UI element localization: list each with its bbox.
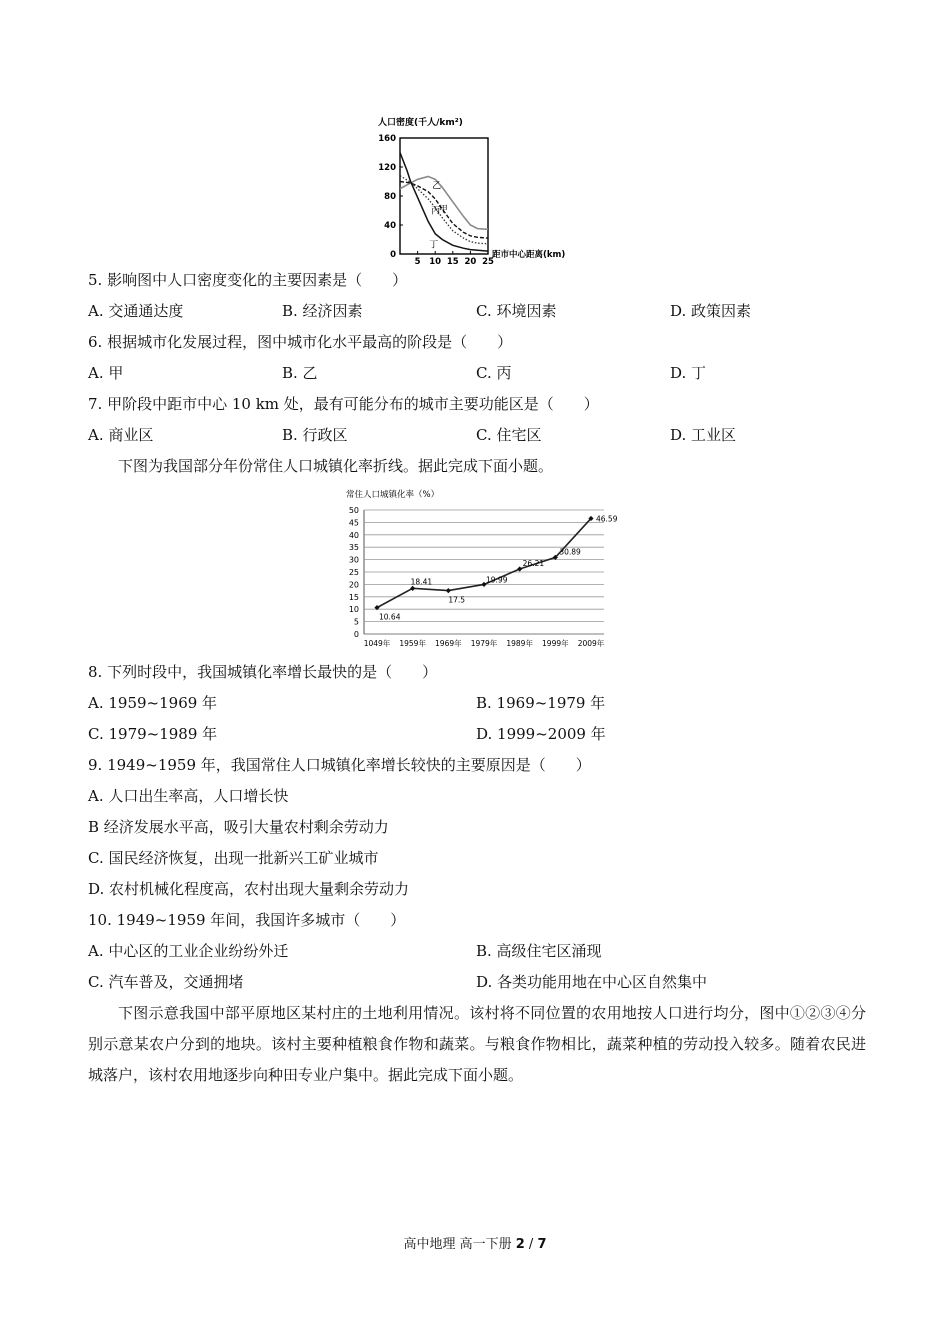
density-series-label-4: 丁 (429, 240, 439, 251)
density-series-label-3: 丙 (431, 206, 441, 217)
q7-option-d[interactable]: D. 工业区 (670, 426, 737, 444)
q6-option-c[interactable]: C. 丙 (476, 364, 512, 382)
urbanization-data-label: 10.64 (379, 612, 401, 622)
intro-paragraph-3: 下图示意我国中部平原地区某村庄的土地利用情况。该村将不同位置的农用地按人口进行均分，图中①②③④分别示意某农户分到的地块。该村主要种植粮食作物和蔬菜。与粮食作物相比，蔬菜种植的劳动投入较多。随着农民进城落户，该村农用地逐步向种田专业户集中。据此完成下面小题。 (88, 1004, 866, 1084)
urbanization-data-label: 17.5 (448, 595, 466, 605)
urbanization-data-label: 30.89 (559, 547, 581, 557)
q6-option-a[interactable]: A. 甲 (88, 364, 124, 382)
urbanization-chart (340, 486, 618, 652)
urbanization-xtick-label: 1979年 (470, 639, 498, 648)
footer-total: 7 (537, 1237, 547, 1252)
q5-option-d[interactable]: D. 政策因素 (670, 302, 752, 320)
q10-option-d[interactable]: D. 各类功能用地在中心区自然集中 (476, 973, 708, 991)
footer-page: 2 (515, 1237, 525, 1252)
q7-option-c[interactable]: C. 住宅区 (476, 426, 542, 444)
q9-option-d[interactable]: D. 农村机械化程度高，农村出现大量剩余劳动力 (88, 880, 410, 898)
density-ytick-label: 160 (378, 134, 396, 144)
urbanization-xtick-label: 1999年 (542, 639, 569, 648)
density-chart-xlabel: 距市中心距离(km) (492, 250, 566, 260)
density-chart (370, 112, 580, 267)
density-chart-ylabel: 人口密度(千人/km²) (378, 118, 463, 128)
density-ytick-label: 0 (390, 250, 396, 260)
urbanization-ytick-label: 50 (348, 506, 359, 515)
urbanization-xtick-label: 1989年 (506, 639, 533, 648)
q8-option-a[interactable]: A. 1959~1969 年 (88, 694, 218, 712)
q7-option-b[interactable]: B. 行政区 (282, 426, 348, 444)
intro-paragraph-2: 下图为我国部分年份常住人口城镇化率折线。据此完成下面小题。 (118, 457, 554, 475)
density-xtick-label: 15 (446, 257, 459, 267)
density-xtick-label: 20 (464, 257, 477, 267)
urbanization-ytick-label: 25 (348, 568, 359, 577)
urbanization-ytick-label: 20 (348, 580, 359, 590)
q9-stem: 9. 1949~1959 年，我国常住人口城镇化率增长较快的主要原因是（ ） (88, 756, 591, 774)
q8-stem: 8. 下列时段中，我国城镇化率增长最快的是（ ） (88, 663, 438, 681)
urbanization-series-line (377, 518, 591, 607)
q10-option-b[interactable]: B. 高级住宅区涌现 (476, 942, 602, 960)
urbanization-point (446, 588, 451, 593)
density-ytick-label: 40 (384, 221, 396, 231)
q5-option-c[interactable]: C. 环境因素 (476, 302, 557, 320)
urbanization-point (517, 566, 522, 571)
density-series-label-2: 乙 (432, 181, 442, 192)
q6-option-d[interactable]: D. 丁 (670, 364, 707, 382)
urbanization-ytick-label: 0 (353, 630, 359, 639)
q8-option-b[interactable]: B. 1969~1979 年 (476, 694, 606, 712)
q5-option-b[interactable]: B. 经济因素 (282, 302, 363, 320)
q10-stem: 10. 1949~1959 年间，我国许多城市（ ） (88, 911, 406, 929)
urbanization-data-label: 46.59 (596, 514, 618, 524)
q9-option-a[interactable]: A. 人口出生率高，人口增长快 (88, 787, 289, 805)
footer-title: 高中地理 高一下册 (403, 1237, 516, 1252)
q7-option-a[interactable]: A. 商业区 (88, 426, 154, 444)
urbanization-ytick-label: 10 (348, 605, 359, 615)
q6-option-b[interactable]: B. 乙 (282, 364, 318, 382)
density-ytick-label: 120 (378, 163, 396, 173)
q10-option-c[interactable]: C. 汽车普及，交通拥堵 (88, 973, 244, 991)
density-ytick-label: 80 (384, 192, 396, 202)
urbanization-data-label: 19.99 (486, 575, 508, 585)
density-series-label-1: 甲 (438, 204, 448, 215)
q10-option-a[interactable]: A. 中心区的工业企业纷纷外迁 (88, 942, 289, 960)
q9-option-c[interactable]: C. 国民经济恢复，出现一批新兴工矿业城市 (88, 849, 379, 867)
q8-option-c[interactable]: C. 1979~1989 年 (88, 725, 218, 743)
q6-stem: 6. 根据城市化发展过程，图中城市化水平最高的阶段是（ ） (88, 333, 513, 351)
q5-option-a[interactable]: A. 交通通达度 (88, 302, 184, 320)
footer-sep: / (524, 1237, 538, 1252)
density-xtick-label: 5 (414, 257, 421, 267)
page-footer (0, 1233, 950, 1252)
urbanization-xtick-label: 2009年 (577, 639, 605, 648)
density-xtick-label: 25 (482, 257, 494, 267)
q9-option-b[interactable]: B 经济发展水平高，吸引大量农村剩余劳动力 (88, 818, 389, 836)
density-xtick-label: 10 (429, 257, 442, 267)
urbanization-ytick-label: 30 (348, 555, 359, 565)
urbanization-ytick-label: 45 (348, 518, 359, 528)
q8-option-d[interactable]: D. 1999~2009 年 (476, 725, 606, 743)
urbanization-ytick-label: 5 (353, 617, 359, 627)
q5-stem: 5. 影响图中人口密度变化的主要因素是（ ） (88, 271, 408, 289)
urbanization-chart-title: 常住人口城镇化率（%） (346, 490, 440, 500)
urbanization-xtick-label: 1969年 (435, 639, 462, 648)
urbanization-xtick-label: 1959年 (399, 639, 426, 648)
urbanization-data-label: 26.21 (522, 558, 545, 568)
urbanization-xtick-label: 1049年 (363, 639, 391, 648)
q7-stem: 7. 甲阶段中距市中心 10 km 处，最有可能分布的城市主要功能区是（ ） (88, 395, 599, 413)
urbanization-data-label: 18.41 (410, 577, 433, 587)
urbanization-ytick-label: 35 (348, 543, 359, 553)
urbanization-ytick-label: 15 (348, 592, 359, 602)
urbanization-ytick-label: 40 (348, 530, 359, 540)
